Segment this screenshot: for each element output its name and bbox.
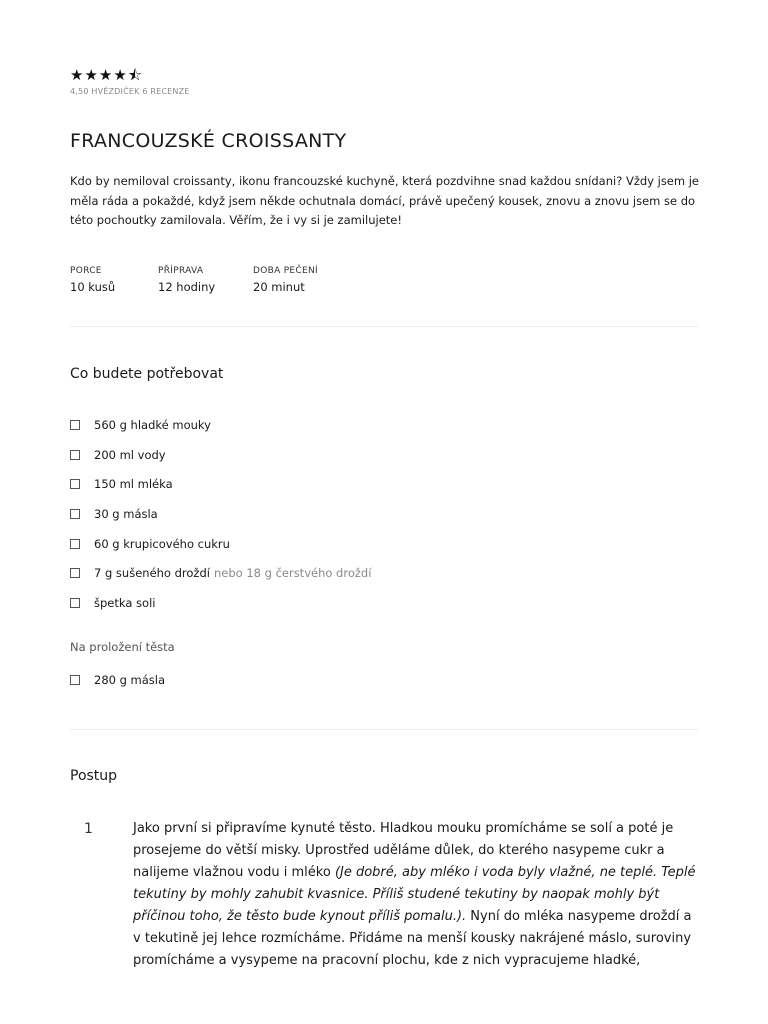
divider	[70, 326, 698, 327]
ingredient-text: 30 g másla	[94, 507, 158, 521]
meta-servings-value: 10 kusů	[70, 280, 116, 294]
ingredient-item[interactable]	[70, 596, 155, 610]
ingredient-item[interactable]	[70, 477, 173, 491]
meta-prep-value: 12 hodiny	[158, 280, 216, 294]
star-full-icon: ★	[113, 66, 127, 84]
step-text-main: Jako první si připravíme kynuté těsto. Hladkou mouku promícháme se solí a poté je prosejeme do větší misky. Uprostřed uděláme důlek, do kterého nasypeme cukr a nalijeme vlažnou vodu i mléko	[133, 821, 674, 880]
ingredient-text: 280 g másla	[94, 673, 166, 687]
ingredient-text: špetka soli	[94, 596, 156, 610]
step-number: 1	[84, 821, 93, 837]
ingredient-text: 560 g hladké mouky	[94, 418, 211, 432]
ingredient-item[interactable]	[70, 566, 371, 580]
star-full-icon: ★	[98, 66, 113, 84]
meta-prep-label: PŘÍPRAVA	[158, 266, 204, 276]
ingredient-checkbox[interactable]	[70, 539, 80, 549]
ingredient-checkbox[interactable]	[70, 450, 80, 460]
meta-servings-label: PORCE	[70, 266, 102, 276]
lamination-heading: Na proložení těsta	[70, 640, 175, 654]
meta-bake-time	[253, 266, 318, 294]
meta-bake-time-value: 20 minut	[253, 280, 305, 294]
ingredient-note: nebo 18 g čerstvého droždí	[213, 566, 372, 580]
ingredient-checkbox[interactable]	[70, 675, 80, 685]
star-full-icon: ★	[84, 66, 98, 84]
ingredient-text: 7 g sušeného droždí	[94, 566, 210, 580]
meta-servings	[70, 266, 115, 294]
ingredient-checkbox[interactable]	[70, 420, 80, 430]
ingredient-item[interactable]	[70, 673, 165, 687]
ingredient-text: 60 g krupicového cukru	[94, 537, 230, 551]
ingredient-text: 200 ml vody	[94, 448, 166, 462]
ingredient-text: 150 ml mléka	[94, 477, 173, 491]
recipe-title: FRANCOUZSKÉ CROISSANTY	[70, 130, 347, 152]
ingredient-item[interactable]	[70, 418, 211, 432]
ingredients-heading: Co budete potřebovat	[70, 366, 224, 382]
star-half-icon: ⯪	[127, 66, 143, 84]
step-text	[133, 818, 698, 972]
ingredient-checkbox[interactable]	[70, 598, 80, 608]
ingredient-checkbox[interactable]	[70, 479, 80, 489]
steps-heading: Postup	[70, 768, 118, 784]
meta-bake-time-label: DOBA PEČENÍ	[253, 266, 318, 276]
ingredient-item[interactable]	[70, 507, 158, 521]
ingredient-item[interactable]	[70, 537, 230, 551]
recipe-intro: Kdo by nemiloval croissanty, ikonu francouzské kuchyně, která pozdvihne snad každou snídani? Vždy jsem je měla ráda a pokaždé, když jsem někde ochutnala domácí, právě upečený kousek, znovu a znovu jsem se do této pochoutky zamilovala. Věřím, že i vy si je zamilujete!	[70, 174, 700, 227]
step-text-continued: Nyní do mléka nasypeme droždí a v tekutině jej lehce rozmícháme. Přidáme na menší kousky nakrájené máslo, suroviny promícháme a vysypeme na pracovní plochu, kde z nich vypracujeme hladké,	[133, 909, 692, 968]
star-full-icon: ★	[70, 66, 84, 84]
rating-stars	[70, 66, 142, 84]
ingredient-checkbox[interactable]	[70, 568, 80, 578]
meta-prep	[158, 266, 215, 294]
ingredient-item[interactable]	[70, 448, 166, 462]
step-text-note: (Je dobré, aby mléko i voda byly vlažné, ne teplé. Teplé tekutiny by mohly zahubit kvasnice. Příliš studené tekutiny by naopak mohly být příčinou toho, že těsto bude kynout příliš pomalu.).	[133, 865, 696, 924]
ingredient-checkbox[interactable]	[70, 509, 80, 519]
rating-summary: 4,50 HVĚZDIČEK 6 RECENZE	[70, 87, 190, 96]
divider	[70, 729, 698, 730]
